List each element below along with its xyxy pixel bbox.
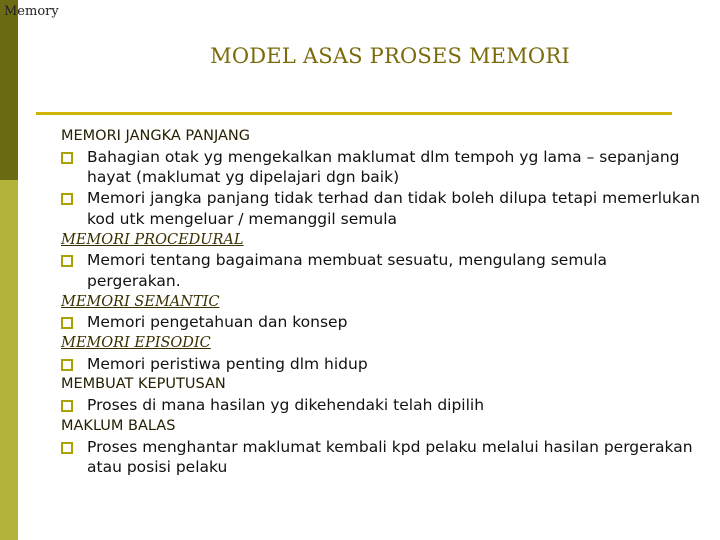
bullet-item: [61, 395, 701, 416]
bullet-item: [61, 354, 701, 375]
square-bullet-icon: [61, 250, 87, 267]
bullet-text: Memori tentang bagaimana membuat sesuatu, mengulang semula pergerakan.: [87, 251, 608, 290]
bullet-text: Proses di mana hasilan yg dikehendaki telah dipilih: [87, 396, 485, 415]
bullet-item: [61, 312, 701, 333]
bullet-text: Memori peristiwa penting dlm hidup: [87, 354, 368, 373]
section-heading-jangka-panjang: MEMORI JANGKA PANJANG: [61, 128, 250, 144]
section-heading-semantic: MEMORI SEMANTIC: [61, 293, 220, 310]
bullet-text: Bahagian otak yg mengekalkan maklumat dlm tempoh yg lama – sepanjang hayat (maklumat yg dipelajari dgn baik): [87, 147, 680, 187]
bullet-item: [61, 437, 701, 478]
side-band-bottom: [0, 180, 18, 540]
slide-content: [61, 126, 701, 478]
bullet-text: Memori pengetahuan dan konsep: [87, 313, 348, 332]
square-bullet-icon: [61, 147, 87, 164]
section-heading-maklum-balas: MAKLUM BALAS: [61, 417, 176, 434]
side-band-top: [0, 0, 18, 180]
square-bullet-icon: [61, 354, 87, 371]
bullet-text: Memori jangka panjang tidak terhad dan tidak boleh dilupa tetapi memerlukan kod utk mengeluar / memanggil semula: [87, 189, 700, 228]
square-bullet-icon: [61, 437, 87, 454]
section-heading-membuat-keputusan: MEMBUAT KEPUTUSAN: [61, 376, 226, 393]
corner-label: Memory: [4, 4, 59, 19]
square-bullet-icon: [61, 312, 87, 329]
square-bullet-icon: [61, 188, 87, 205]
bullet-text: Proses menghantar maklumat kembali kpd pelaku melalui hasilan pergerakan atau posisi pelaku: [87, 437, 693, 477]
bullet-item: [61, 147, 701, 188]
title-divider: [36, 112, 672, 115]
section-heading-procedural: MEMORI PROCEDURAL: [61, 231, 244, 248]
bullet-item: [61, 250, 701, 291]
slide-title: MODEL ASAS PROSES MEMORI: [210, 44, 570, 68]
bullet-item: [61, 188, 701, 229]
square-bullet-icon: [61, 395, 87, 412]
section-heading-episodic: MEMORI EPISODIC: [61, 335, 211, 352]
